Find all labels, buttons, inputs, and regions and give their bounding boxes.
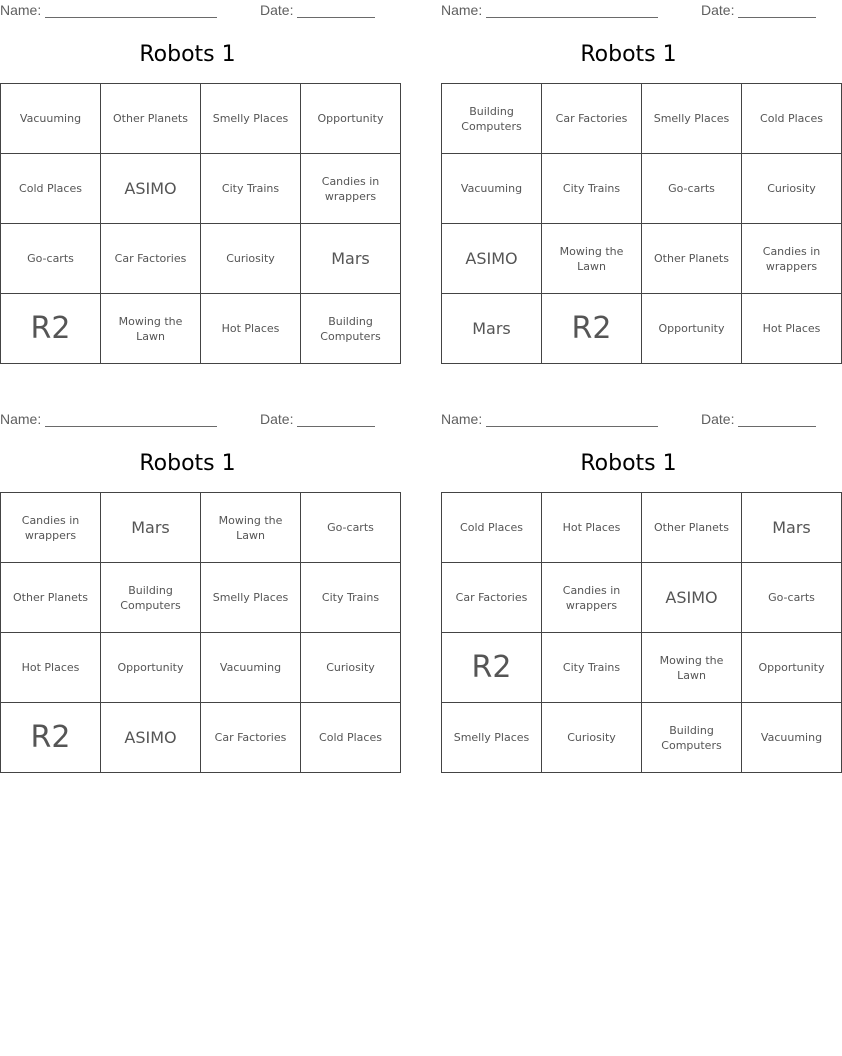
bingo-cell[interactable]: Opportunity: [642, 294, 742, 364]
bingo-cell[interactable]: Go-carts: [301, 493, 401, 563]
bingo-row: [442, 703, 842, 773]
date-field-line[interactable]: [297, 426, 375, 427]
bingo-cell[interactable]: Curiosity: [742, 154, 842, 224]
date-label: Date:: [260, 411, 294, 427]
bingo-cell[interactable]: Mowing the Lawn: [542, 224, 642, 294]
name-label: Name:: [441, 2, 483, 18]
bingo-card: [441, 409, 825, 774]
date-label: Date:: [701, 411, 735, 427]
bingo-cell[interactable]: City Trains: [201, 154, 301, 224]
bingo-row: [1, 154, 401, 224]
bingo-cell[interactable]: ASIMO: [101, 154, 201, 224]
bingo-cell[interactable]: Car Factories: [442, 563, 542, 633]
bingo-cell[interactable]: Car Factories: [201, 703, 301, 773]
bingo-row: [442, 84, 842, 154]
name-date-row: [441, 411, 817, 429]
name-label: Name:: [0, 2, 42, 18]
bingo-cell[interactable]: Opportunity: [101, 633, 201, 703]
bingo-cell[interactable]: Car Factories: [542, 84, 642, 154]
bingo-cell[interactable]: Smelly Places: [642, 84, 742, 154]
name-label: Name:: [0, 411, 42, 427]
date-field-line[interactable]: [738, 17, 816, 18]
date-label: Date:: [260, 2, 294, 18]
date-label: Date:: [701, 2, 735, 18]
bingo-cell[interactable]: Mars: [442, 294, 542, 364]
bingo-cell[interactable]: Candies in wrappers: [542, 563, 642, 633]
name-date-row: [0, 411, 376, 429]
bingo-cell[interactable]: Vacuuming: [442, 154, 542, 224]
bingo-cell[interactable]: Mowing the Lawn: [201, 493, 301, 563]
name-field-line[interactable]: [486, 426, 658, 427]
bingo-row: [1, 633, 401, 703]
bingo-cell[interactable]: R2: [1, 703, 101, 773]
bingo-row: [442, 224, 842, 294]
bingo-cell[interactable]: Hot Places: [542, 493, 642, 563]
bingo-cell[interactable]: Building Computers: [642, 703, 742, 773]
bingo-cell[interactable]: ASIMO: [642, 563, 742, 633]
bingo-card: [441, 0, 823, 365]
bingo-cell[interactable]: Vacuuming: [742, 703, 842, 773]
name-field-line[interactable]: [45, 426, 217, 427]
bingo-cell[interactable]: R2: [442, 633, 542, 703]
name-field-line[interactable]: [486, 17, 658, 18]
bingo-cell[interactable]: Smelly Places: [201, 563, 301, 633]
bingo-cell[interactable]: Curiosity: [201, 224, 301, 294]
bingo-cell[interactable]: Opportunity: [301, 84, 401, 154]
bingo-cell[interactable]: ASIMO: [442, 224, 542, 294]
bingo-row: [442, 493, 842, 563]
bingo-cell[interactable]: Hot Places: [201, 294, 301, 364]
bingo-cell[interactable]: Mowing the Lawn: [101, 294, 201, 364]
bingo-cell[interactable]: Vacuuming: [201, 633, 301, 703]
bingo-cell[interactable]: Car Factories: [101, 224, 201, 294]
bingo-cell[interactable]: City Trains: [542, 154, 642, 224]
bingo-cell[interactable]: Hot Places: [1, 633, 101, 703]
bingo-cell[interactable]: R2: [1, 294, 101, 364]
bingo-row: [1, 493, 401, 563]
bingo-cell[interactable]: Smelly Places: [442, 703, 542, 773]
bingo-cell[interactable]: Mowing the Lawn: [642, 633, 742, 703]
bingo-grid: [0, 83, 401, 364]
bingo-row: [1, 703, 401, 773]
bingo-row: [1, 563, 401, 633]
bingo-cell[interactable]: Go-carts: [642, 154, 742, 224]
bingo-row: [1, 224, 401, 294]
bingo-row: [442, 563, 842, 633]
bingo-cell[interactable]: Go-carts: [1, 224, 101, 294]
name-label: Name:: [441, 411, 483, 427]
bingo-row: [442, 294, 842, 364]
card-title: Robots 1: [580, 451, 677, 476]
name-date-row: [0, 2, 376, 20]
bingo-cell[interactable]: Mars: [301, 224, 401, 294]
bingo-cell[interactable]: Vacuuming: [1, 84, 101, 154]
bingo-cell[interactable]: Other Planets: [642, 493, 742, 563]
bingo-cell[interactable]: City Trains: [542, 633, 642, 703]
bingo-cell[interactable]: Hot Places: [742, 294, 842, 364]
bingo-cell[interactable]: Cold Places: [442, 493, 542, 563]
bingo-cell[interactable]: Candies in wrappers: [1, 493, 101, 563]
bingo-row: [1, 84, 401, 154]
bingo-card: [0, 0, 384, 365]
bingo-cell[interactable]: Other Planets: [642, 224, 742, 294]
bingo-cell[interactable]: Cold Places: [301, 703, 401, 773]
bingo-row: [442, 633, 842, 703]
bingo-cell[interactable]: R2: [542, 294, 642, 364]
name-date-row: [441, 2, 817, 20]
bingo-cell[interactable]: Mars: [742, 493, 842, 563]
bingo-cell[interactable]: Curiosity: [542, 703, 642, 773]
bingo-cell[interactable]: Building Computers: [301, 294, 401, 364]
bingo-cell[interactable]: Curiosity: [301, 633, 401, 703]
bingo-cell[interactable]: Other Planets: [1, 563, 101, 633]
bingo-card: [0, 409, 382, 774]
card-title: Robots 1: [139, 451, 236, 476]
bingo-cell[interactable]: Candies in wrappers: [301, 154, 401, 224]
name-field-line[interactable]: [45, 17, 217, 18]
date-field-line[interactable]: [738, 426, 816, 427]
bingo-row: [442, 154, 842, 224]
bingo-cell[interactable]: Other Planets: [101, 84, 201, 154]
bingo-cell[interactable]: Go-carts: [742, 563, 842, 633]
bingo-cell[interactable]: Candies in wrappers: [742, 224, 842, 294]
card-title: Robots 1: [139, 42, 236, 67]
date-field-line[interactable]: [297, 17, 375, 18]
bingo-cell[interactable]: Building Computers: [442, 84, 542, 154]
bingo-cell[interactable]: Building Computers: [101, 563, 201, 633]
bingo-cell[interactable]: City Trains: [301, 563, 401, 633]
bingo-cell[interactable]: Cold Places: [1, 154, 101, 224]
bingo-cell[interactable]: Opportunity: [742, 633, 842, 703]
bingo-cell[interactable]: Cold Places: [742, 84, 842, 154]
card-title: Robots 1: [580, 42, 677, 67]
bingo-grid: [441, 492, 842, 773]
bingo-grid: [441, 83, 842, 364]
bingo-cell[interactable]: ASIMO: [101, 703, 201, 773]
bingo-grid: [0, 492, 401, 773]
bingo-cell[interactable]: Smelly Places: [201, 84, 301, 154]
bingo-cell[interactable]: Mars: [101, 493, 201, 563]
bingo-row: [1, 294, 401, 364]
